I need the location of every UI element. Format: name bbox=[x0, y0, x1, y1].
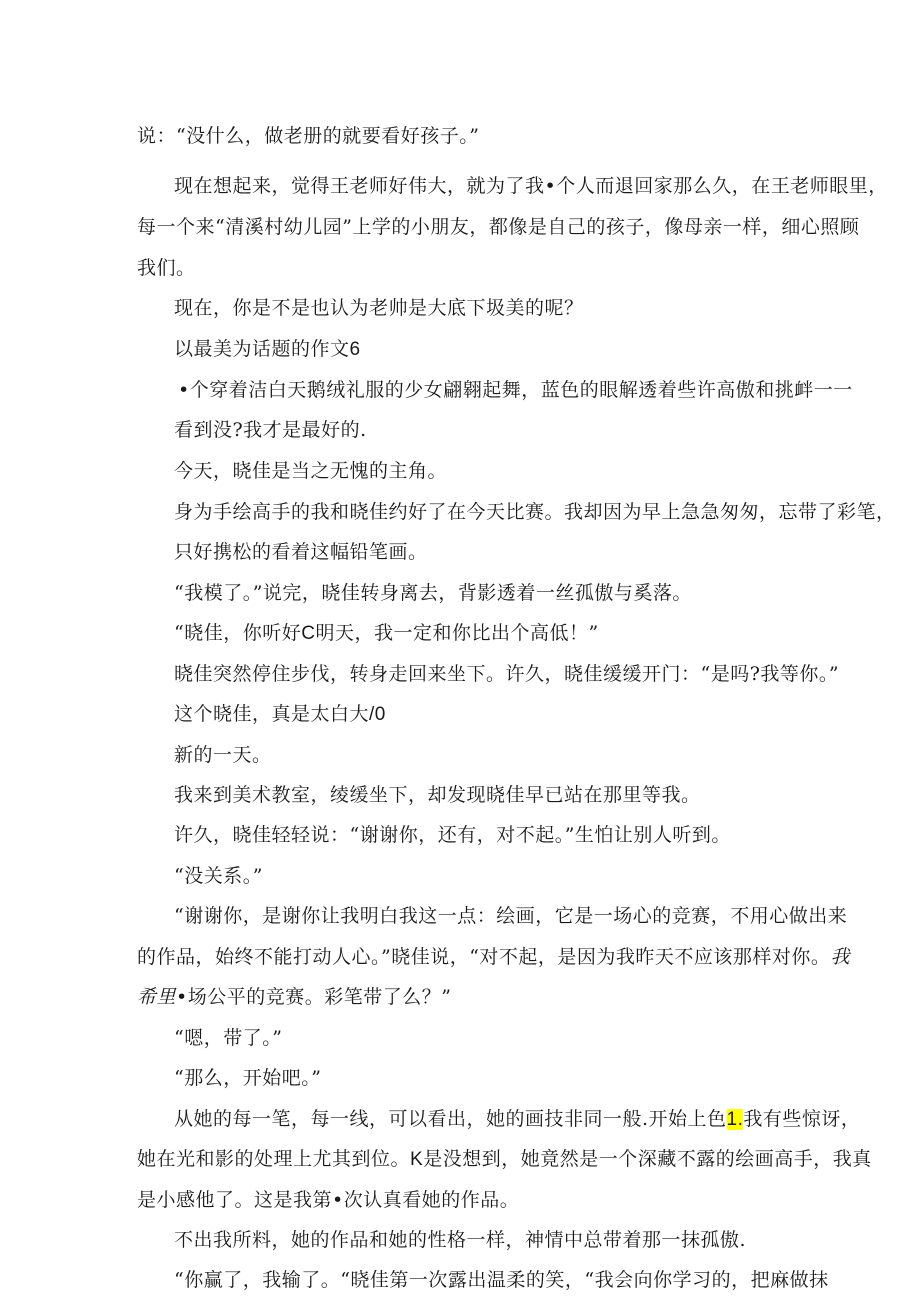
line-text-italic: 我 bbox=[830, 946, 850, 968]
paragraph-line: 现在想起来，觉得王老师好伟大，就为了我•个人而退回家那么久，在王老师眼里， bbox=[174, 175, 888, 197]
paragraph-line: “嗯，带了。” bbox=[174, 1027, 283, 1049]
paragraph-line bbox=[137, 1147, 872, 1172]
line-glyph: /0 bbox=[369, 704, 386, 725]
highlighted-text: 1. bbox=[726, 1109, 744, 1130]
line-text: “晓佳，你听好 bbox=[174, 622, 302, 644]
line-glyph: K bbox=[410, 1149, 424, 1170]
line-text: 从她的每一笔，每一线，可以看出，她的画技非同一般.开始上色 bbox=[174, 1108, 727, 1130]
paragraph-line: 我们。 bbox=[137, 257, 196, 279]
line-text: 她在光和影的处理上尤其到位。 bbox=[137, 1148, 411, 1170]
paragraph-line: 是小感他了。这是我第•次认真看她的作品。 bbox=[137, 1189, 520, 1211]
line-text: 是没想到，她竟然是一个深藏不露的绘画高手，我真 bbox=[423, 1148, 872, 1170]
paragraph-line: “你赢了，我输了。“晓佳第一次露出温柔的笑，“我会向你学习的，把麻做抹 bbox=[174, 1269, 829, 1291]
paragraph-line: 看到没?我才是最好的. bbox=[174, 419, 367, 441]
paragraph-line bbox=[137, 945, 850, 969]
heading-number: 6 bbox=[349, 339, 361, 360]
line-text: 这个晓佳，真是太白大 bbox=[174, 703, 370, 725]
paragraph-line: “谢谢你，是谢你让我明白我这一点：绘画，它是一场心的竞赛，不用心做出来 bbox=[174, 905, 848, 927]
essay-heading bbox=[174, 337, 361, 362]
line-text-italic: 希里 bbox=[137, 986, 177, 1008]
paragraph-line: •个穿着洁白天鹅绒礼服的少女翩翱起舞，蓝色的眼解透着些许高傲和挑衅一一 bbox=[178, 379, 853, 401]
paragraph-line: 只好携松的看着这幅铅笔画。 bbox=[174, 541, 428, 563]
line-text: 明天，我一定和你比出个高低！” bbox=[315, 622, 599, 644]
paragraph-line: 我来到美术教室，绫缓坐下，却发现晓佳早已站在那里等我。 bbox=[174, 784, 701, 806]
paragraph-line bbox=[174, 1107, 860, 1132]
paragraph-line: “我模了。”说完，晓佳转身离去，背影透着一丝孤傲与奚落。 bbox=[174, 582, 692, 604]
paragraph-line: 今天，晓佳是当之无愧的主角。 bbox=[174, 460, 448, 482]
paragraph-line bbox=[137, 985, 451, 1009]
paragraph-line: 现在，你是不是也认为老帅是大底下圾美的呢？ bbox=[174, 297, 584, 319]
paragraph-line: 每一个来“清溪村幼儿园”上学的小朋友，都像是自己的孩子，像母亲一样，细心照顾 bbox=[137, 216, 860, 238]
paragraph-line: “那么，开始吧。” bbox=[174, 1067, 322, 1089]
paragraph-line: 身为手绘高手的我和晓佳约好了在今天比赛。我却因为早上急急匆匆，忘带了彩笔， bbox=[174, 501, 896, 523]
paragraph-line: 晓佳突然停住步伐，转身走回来坐下。许久，晓佳缓缓开门：“是吗?我等你。” bbox=[174, 663, 840, 685]
paragraph-line: 新的一天。 bbox=[174, 744, 272, 766]
paragraph-line bbox=[174, 702, 386, 727]
heading-text: 以最美为话题的作文 bbox=[174, 338, 350, 360]
line-text: •场公平的竞赛。彩笔带了么？” bbox=[176, 986, 452, 1008]
line-glyph: C bbox=[301, 623, 316, 644]
paragraph-line: “没关系。” bbox=[174, 865, 263, 887]
paragraph-line: 说：“没什么，做老册的就要看好孩子。” bbox=[137, 125, 480, 147]
line-text: 我有些惊讶， bbox=[743, 1108, 861, 1130]
paragraph-line: 不出我所料，她的作品和她的性格一样，神情中总带着那一抹孤傲. bbox=[174, 1229, 747, 1251]
paragraph-line: 许久，晓佳轻轻说：“谢谢你，还有，对不起。”生怕让别人听到。 bbox=[174, 824, 731, 846]
line-text: 的作品，始终不能打动人心。”晓佳说，“对不起，是因为我昨天不应该那样对你。 bbox=[137, 946, 831, 968]
paragraph-line bbox=[174, 621, 599, 646]
